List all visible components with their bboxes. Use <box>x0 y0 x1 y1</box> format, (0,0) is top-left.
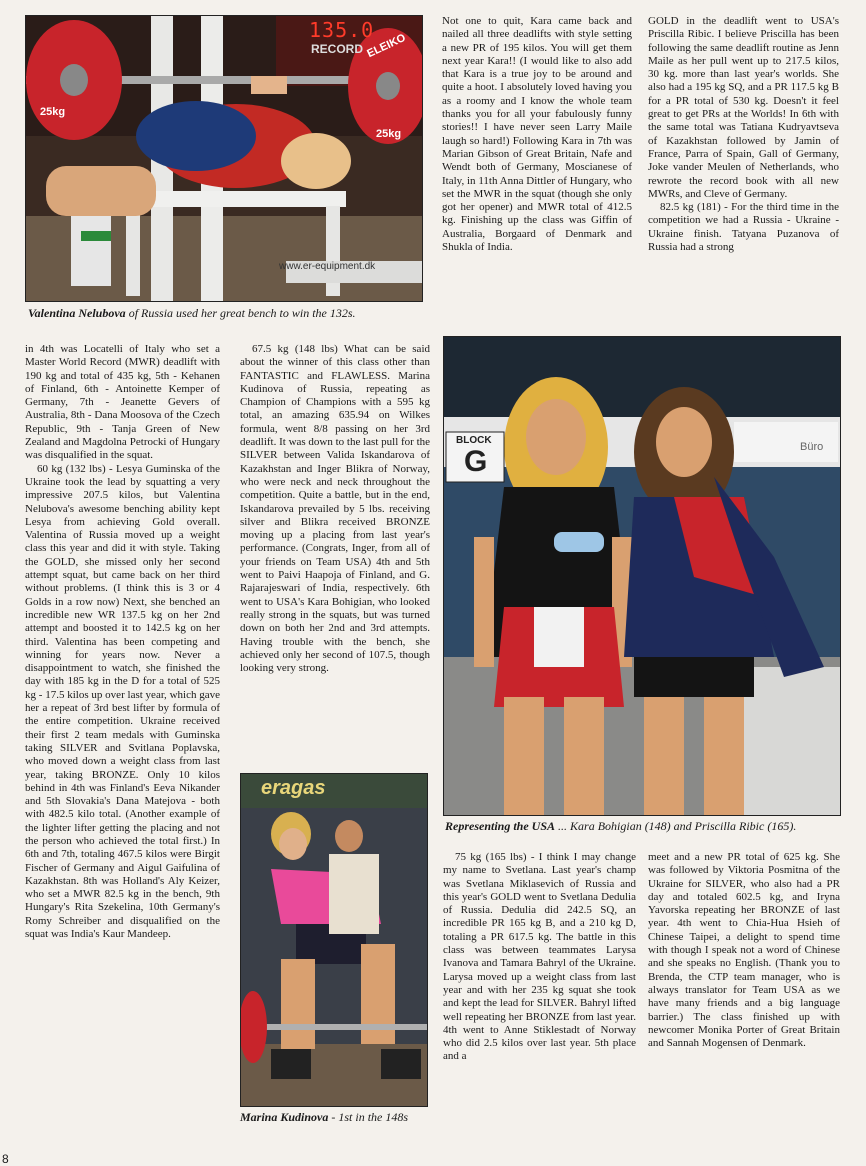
caption-kudinova-text: - 1st in the 148s <box>328 1110 409 1124</box>
paragraph-priscilla-gold: GOLD in the deadlift went to USA's Priscilla Ribic. I believe Priscilla has been following the same deadlift routine as Jenn Maile as her pull went up to 217.5 kilos, 30 kg. more than last year's worlds. She also had a 195 kg SQ, and a PR 117.5 kg B for a PR total of 530 kg. Doesn't it feel great to get PRs at the Worlds! In 6th with the same total was Tatiana Kudryavtseva of Kazakhstan followed by Jamin of France, Parra of Spain, Gall of Germany, Joke vander Meulen of Netherlands, who rewrote the record book with all new MWRs, and Cleve of Germany. <box>648 15 839 200</box>
paragraph-67-5kg: 67.5 kg (148 lbs) What can be said about the winner of this class other than FANTASTIC and FLAWLESS. Marina Kudinova of Russia, repeating as Champion of Champions with a 595 kg total, an amazing 635.94 on Wilkes formula, went 8/8 passing on her 3rd deadlift. It was down to the last pull for the SILVER between Valida Iskandarova of Kazakhstan and Inger Blikra of Norway, who were neck and neck throughout the competition. Quite a battle, but in the end, Iskandarova prevailed by 5 lbs. receiving silver and Blikra received BRONZE moving up a placing from last year's performance. (Congrats, Inger, from all of your friends on Team USA) 4th and 5th went to Paivi Haapoja of Finland, and G. Rajarajeswari of India, respectively. 6th went to USA's Kara Bohigian, who looked really strong in the squats, but was turned down on both her 2nd and 3rd attempts. Having trouble with the bench, she achieved only her second of 107.5, though looking very strong. <box>240 343 430 675</box>
photo-team-usa <box>443 336 841 816</box>
paragraph-75kg: 75 kg (165 lbs) - I think I may change my name to Svetlana. Last year's champ was Svetlana Miklasevich of Russia and this year's GOLD went to Svetlana Dedulia of Russia. Dedulia did 242.5 SQ, an incredible PR 165 kg B, and a 210 kg D, totaling a PR 617.5 kg. The battle in this class was between teammates Larysa Ivanova and Tamara Bahryl of the Ukraine. Larysa moved up a weight class from last year and with her 235 kg squat she took and kept the lead for SILVER. Bahryl lifted well repeating her BRONZE from last year. 4th went to Anne Stiklestadt of Norway who did 2.5 kilos over last year. 5th place and a <box>443 851 636 1063</box>
caption-nelubova <box>28 306 428 320</box>
paragraph-kara-deadlift: Not one to quit, Kara came back and nailed all three deadlifts with style setting a new PR of 195 kilos. You will get them next year Kara!! (I would like to also add that Kara is a true joy to be around and quite a hoot. I absolutely loved having you as a roomy and I know the whole team thanks you for all your fabulously funny stories!! I have never seen Larry Maile laugh so hard!) Following Kara in 7th was Marian Gibson of Great Britain, Nafe and Wendt both of Germany, Moscianese of Italy, in 11th Anna Dittler of Hungary, who set the MWR in the squat (though she only got her opener) and MWR total of 412.5 kg. Finishing up the class was Giffin of Australia, Borgaard of Denmark and Shukla of India. <box>442 15 632 254</box>
photo-bench-press <box>25 15 423 302</box>
article-bottom-column-2 <box>648 851 840 1121</box>
plate-label-right: 25kg <box>376 128 402 140</box>
article-top-column-2 <box>648 15 839 337</box>
caption-kudinova <box>240 1110 440 1124</box>
caption-nelubova-text: of Russia used her great bench to win the 132s. <box>125 306 356 320</box>
article-middle-column <box>240 343 430 758</box>
paragraph-60kg: 60 kg (132 lbs) - Lesya Guminska of the Ukraine took the lead by squatting a very impressive 207.5 kilos, but Valentina Nelubova's awesome benching ability kept Lesya from achieving Gold overall. Valentina of Russia moved up a weight class this year and did it with style. Taking the GOLD, she missed only her second attempt squat, but came back on her third without problems. (I think this is 3 or 4 Golds in a row now) Next, she benched an incredible new WR 137.5 kg on her 2nd attempt and boosted it to 142.5 kg on her third. Valentina has been competing and winning for years now. Never a disappointment to watch, she finished the day with 185 kg in the D for a total of 525 kg - 17.5 kilos up over last year, which gave her a repeat of 3rd best lifter by formula of the entire competition. Ukraine received their first 2 team medals with Guminska taking SILVER and Svitlana Poplavska, who moved down a weight class from last year, taking BRONZE. Only 10 kilos behind in 4th was Finland's Eeva Nikander and 5th Slovakia's Dana Matejova - both with 482.5 kilo total. (Another example of the lighter lifter getting the placing and not the person who achieved the total first.) In 6th and 7th, totaling 467.5 kilos were Birgit Fischer of Germany and Aigul Gaifulina of Kazakhstan. 8th was Holland's Aly Keizer, who set a MWR 82.5 kg in the bench, 9th Hungary's Rita Szekelina, 10th Germany's Romy Schreiber and disqualified on the squat was India's Kaur Mandeep. <box>25 462 220 941</box>
plate-label-left: 25kg <box>40 106 66 118</box>
paragraph-posmitna: meet and a new PR total of 625 kg. She was followed by Viktoria Posmitna of the Ukraine for SILVER, who also had a PR day and totaled 602.5 kg, and Iryna Yavorska repeating her BRONZE of last year. 4th went to Chia-Hua Hsieh of Chinese Taipei, a delight to spend time with though I speak not a word of Chinese and she speaks no English. (Thank you to Brenda, the CTP team manager, who is always translator for Team USA as we have many friends and a big language barrier.) The class finished up with newcomer Monika Porter of Great Britain and Sannah Mogensen of Denmark. <box>648 851 840 1050</box>
page-number: 8 <box>2 1152 9 1166</box>
article-bottom-column-1 <box>443 851 636 1121</box>
sign-block-letter: G <box>464 445 488 478</box>
sign-block-word: BLOCK <box>456 435 492 446</box>
article-top-column-1 <box>442 15 632 321</box>
caption-team-usa-text: ... Kara Bohigian (148) and Priscilla Ribic (165). <box>555 819 797 833</box>
sign-buro: Büro <box>800 441 824 453</box>
banner-eragas: eragas <box>261 777 326 799</box>
caption-nelubova-name: Valentina Nelubova <box>28 306 126 320</box>
paragraph-82-5kg: 82.5 kg (181) - For the third time in the competition we had a Russia - Ukraine - Ukraine finish. Tatyana Puzanova of Russia had a strong <box>648 201 839 254</box>
paragraph-locatelli: in 4th was Locatelli of Italy who set a Master World Record (MWR) deadlift with 190 kg and total of 435 kg, 5th - Kehanen of Finland, 6th - Antoinette Kemper of Germany, 7th - Jeanette Gevers of Australia, 8th - Dana Moosova of the Czech Republic, 9th - Tanja Green of New Zealand and Magdolna Petrocki of Hungary was disqualified in the squat. <box>25 343 220 462</box>
scoreboard-label: RECORD <box>311 42 364 56</box>
article-left-column <box>25 343 220 1121</box>
caption-team-usa <box>445 819 841 833</box>
caption-team-usa-lead: Representing the USA <box>445 819 556 833</box>
photo-deadlift <box>240 773 428 1107</box>
plate-brand: ELEIKO <box>365 31 408 61</box>
caption-kudinova-name: Marina Kudinova <box>240 1110 329 1124</box>
equipment-url: www.er-equipment.dk <box>279 261 376 272</box>
scoreboard-digits: 135.0 <box>309 18 375 42</box>
